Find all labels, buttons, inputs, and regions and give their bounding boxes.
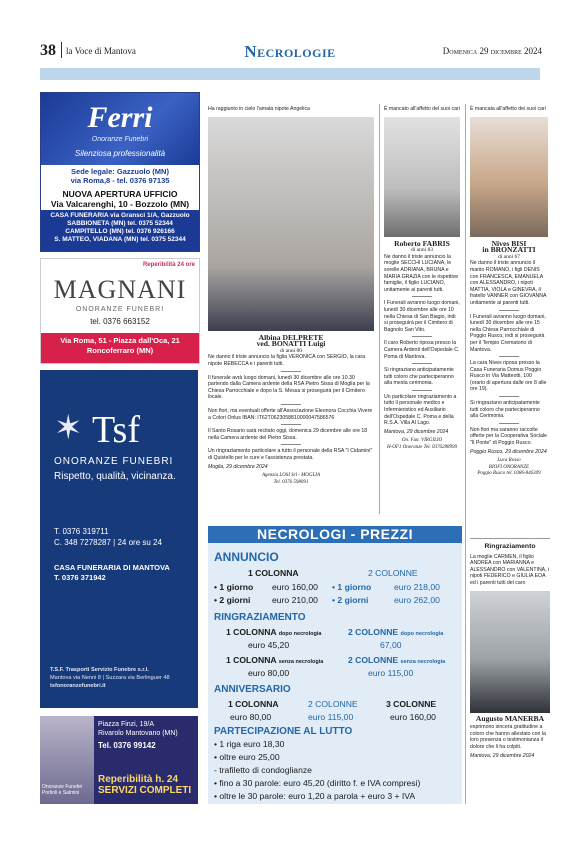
obit-photo [470, 591, 550, 713]
ring-col-label: 2 COLONNE [348, 627, 399, 637]
ring-col-label: 2 COLONNE [348, 655, 399, 665]
magnani-address [41, 333, 199, 363]
separator [499, 310, 519, 311]
separator [281, 404, 301, 405]
salmini-address-line: Piazza Finzi, 19/A [98, 721, 155, 728]
ring-1col-dopo-label [226, 627, 321, 637]
obit-fabris [384, 106, 460, 451]
obit-place-date: Mantova, 29 dicembre 2024 [384, 428, 449, 435]
obit-place-date: Poggio Rusco, 29 dicembre 2024 [470, 448, 547, 455]
obit-intro: È mancato all'affetto dei suoi cari [384, 106, 460, 112]
annuncio-col1-label: 1 COLONNA [248, 568, 299, 578]
obit-name: Augusto MANERBA [475, 713, 545, 723]
prices-title: NECROLOGI - PREZZI [208, 526, 462, 543]
obit-paragraph: Non fiori, ma eventuali offerte all'Associazione Eleonora Cocchia Vivere a Colori Onlus IBAN: IT62T0623058810000047586576 [208, 407, 373, 421]
tsf-footer-line: T.S.F. Trasporti Servizio Funebre s.r.l. [50, 667, 149, 673]
obit-paragraph: Il caro Roberto riposa presso la Camera Ardenti dell'Ospedale C. Poma di Mantova. [384, 340, 460, 360]
obit-paragraph: esprimono sincera gratitudine a coloro che hanno allestato con la loro presenza o testimonianza il dolore che li ha colpiti. [470, 724, 546, 750]
ad-salmini [40, 716, 198, 804]
obit-name: Albina DELPRETE [258, 332, 324, 342]
separator [499, 396, 519, 397]
separator [412, 390, 432, 391]
anniv-col1-label: 1 COLONNA [228, 699, 279, 709]
annuncio-heading: ANNUNCIO [214, 550, 279, 564]
anniversario-heading: ANNIVERSARIO [214, 684, 291, 695]
obit-name-married: in BRONZATTI [482, 245, 536, 255]
ring-1col-dopo-price: euro 45,20 [248, 640, 290, 650]
obit-place-date: Moglia, 29 dicembre 2024 [208, 463, 268, 470]
annuncio-1col-1g-price: euro 160,00 [272, 582, 318, 592]
ferri-nuova-line: NUOVA APERTURA UFFICIO [62, 189, 178, 199]
obit-paragraph: Un particolare ringraziamento a tutto il personale medico e Infermieristico ed Ausiliario dell'Ospedale C. Poma e della R.S.A. Villa Al Lago. [384, 393, 457, 427]
obit-bisi [470, 106, 548, 478]
obit-paragraph: Si ringraziano anticipatamente tutti coloro che parteciperanno alla mesta cerimonia. [384, 367, 454, 387]
separator [281, 424, 301, 425]
obit-place-date: Mantova, 29 dicembre 2024 [470, 752, 535, 759]
section-divider [470, 538, 550, 539]
separator [412, 363, 432, 364]
ferri-nuova-line: Via Valcarenghi, 10 - Bozzolo (MN) [50, 199, 190, 209]
salmini-name [42, 784, 82, 796]
ring-2col-senza-price: euro 115,00 [368, 668, 414, 678]
ring-2col-dopo-price: 67,00 [380, 640, 402, 650]
ring-1col-senza-price: euro 80,00 [248, 668, 290, 678]
tsf-slogan: Rispetto, qualità, vicinanza. [54, 471, 176, 482]
obit-photo [470, 117, 548, 237]
separator [281, 444, 301, 445]
salmini-name-line: Onoranze Funebri [42, 784, 83, 790]
ring-senza-label: senza necrologia [400, 659, 446, 665]
annuncio-1col-2g-price: euro 210,00 [272, 595, 318, 605]
partecipazione-heading: PARTECIPAZIONE AL LUTTO [214, 726, 353, 737]
obit-paragraph: I Funerali avranno luogo domani, lunedì 30 dicembre alle ore 15 nella Chiesa Parrocchiale di Poggio Rusco, indi si proseguirà per il Tempio Crematorio di Mantova. [470, 313, 546, 353]
partecipazione-line: • 1 riga euro 18,30 [214, 739, 285, 749]
ring-2col-senza-label [348, 655, 445, 665]
obit-paragraph: Il funerale avrà luogo domani, lunedì 30 dicembre alle ore 10.30 partendo dalla Camera ardente della RSA Pietro Sissa di Moglia per la Chiesa Parrocchiale e dopo la S. Messa si proseguirà per il Cimitero locale. [208, 374, 370, 401]
ferri-nuova [41, 189, 199, 209]
page-number: 38 [40, 42, 56, 59]
obit-age: di anni 83 [411, 247, 433, 254]
column-divider [379, 104, 380, 514]
ringraziamento-heading: Ringraziamento [484, 543, 536, 550]
ferri-casa-line: SABBIONETA (MN) tel. 0375 52344 [67, 220, 173, 227]
magnani-address-line: Via Roma, 51 - Piazza dall'Oca, 21 [60, 336, 180, 345]
ring-1col-senza-label [226, 655, 323, 665]
magnani-address-line: Roncoferraro (MN) [86, 346, 154, 355]
obit-paragraph: La moglie CARMEN, il figlio ANDREA con MARIANNA e ALESSANDRO con VALENTINA, i nipoti FEDERICO e GIULIA EOA ed i parenti tutti del caro [470, 553, 550, 586]
partecipazione-line: - trafiletto di condoglianze [214, 765, 312, 775]
publication-name: la Voce di Mantova [66, 46, 136, 56]
anniv-col1-price: euro 80,00 [230, 712, 272, 722]
separator [499, 423, 519, 424]
obit-paragraph: Ne danno il triste annuncio il marito ROMANO, i figli DENIS con FRANCESCA, EMANUELA con ALESSANDRO, i nipoti MATTIA, VIOLA e GINEVRA, il fratello VANNER con GIOVANNA unitamente ai parenti tutti. [470, 260, 547, 306]
obit-agency: BIOFI ONORANZE [488, 464, 530, 470]
partecipazione-line: • fino a 30 parole: euro 45,20 (diritto f. e IVA compresi) [214, 778, 421, 788]
anniv-col2-label: 2 COLONNE [308, 699, 358, 709]
ferri-sede [41, 167, 199, 185]
salmini-tel: Tel. 0376 99142 [98, 741, 156, 750]
separator [412, 336, 432, 337]
magnani-logo: MAGNANI [53, 275, 187, 304]
header-band [40, 68, 540, 80]
annuncio-2col-1g-price: euro 218,00 [394, 582, 440, 592]
ferri-casa-line: CAMPITELLO (MN) tel. 0376 926166 [65, 228, 175, 235]
obit-paragraph: Il Santo Rosario sarà recitato oggi, domenica 29 dicembre alle ore 18 nella Camera ardente del Pietro Sissa. [208, 428, 368, 441]
annuncio-2-giorni: • 2 giorni [214, 595, 251, 605]
obit-agency-tel: H-OF1 Onoranze Tel. 0376288999 [386, 444, 458, 450]
obit-name-married: ved. BONATTI Luigi [256, 339, 326, 349]
ferri-casa-line: S. MATTEO, VIADANA (MN) tel. 0375 52344 [54, 236, 186, 243]
obit-name: Nives BISI [491, 238, 527, 248]
magnani-subtitle: ONORANZE FUNEBRI [75, 306, 165, 313]
tsf-footer-line: tsfonoranzefunebri.it [50, 683, 106, 689]
ferri-sede-line: Sede legale: Gazzuolo (MN) [71, 167, 169, 176]
separator [499, 356, 519, 357]
obit-delprete [208, 106, 374, 486]
salmini-rep: Reperibilità h. 24 [98, 774, 179, 785]
section-title: Necrologie [244, 42, 336, 61]
obit-age: di anni 67 [498, 253, 520, 260]
ferri-sede-line: via Roma,8 - tel. 0376 97135 [70, 176, 170, 185]
ferri-subtitle: Onoranze Funebri [91, 136, 149, 143]
anniv-col2-price: euro 115,00 [308, 712, 354, 722]
obit-intro: Ha raggiunto in cielo l'amata nipote Angelica [208, 106, 310, 112]
ring-col-label: 1 COLONNA [226, 655, 277, 665]
tsf-phone-line: C. 348 7278287 | 24 ore su 24 [54, 538, 162, 547]
separator [281, 371, 301, 372]
obit-age: di anni 80 [280, 347, 302, 354]
tsf-star-icon: ✶ [54, 409, 83, 447]
tsf-phones [54, 526, 162, 548]
obit-agency: Agenzia LOSI Srl - MOGLIA [261, 473, 321, 479]
ad-ferri [40, 92, 200, 252]
obit-intro: È mancata all'affetto dei suoi cari [470, 106, 546, 112]
obit-name: Roberto FABRIS [394, 238, 450, 248]
obit-agency-tel: Poggio Rusco tel. 0386-846309 [477, 471, 541, 477]
annuncio-2col-2g-price: euro 262,00 [394, 595, 440, 605]
ad-tsf [40, 370, 198, 708]
annuncio-1-giorno: • 1 giorno [214, 582, 254, 592]
ring-col-label: 1 COLONNA [226, 627, 277, 637]
ring-dopo-label: dopo necrologia [400, 631, 444, 637]
salmini-services [98, 774, 191, 796]
ferri-logo: Ferri [87, 101, 153, 134]
obit-agency-tel: Tel. 0376 598091 [273, 479, 309, 485]
partecipazione-line: • oltre le 30 parole: euro 1,20 a parola + euro 3 + IVA [214, 791, 416, 801]
salmini-serv: SERVIZI COMPLETI [98, 785, 192, 796]
tsf-casa-line: T. 0376 371942 [54, 573, 106, 582]
magnani-reperibilita: Reperibilità 24 ore [142, 262, 195, 268]
anniv-col3-price: euro 160,00 [390, 712, 436, 722]
tsf-casa [54, 563, 170, 583]
tsf-casa-line: CASA FUNERARIA DI MANTOVA [54, 563, 170, 572]
tsf-footer [50, 666, 170, 690]
obit-agency: On. Fun. VIRGILIO [401, 438, 443, 444]
partecipazione-line: • oltre euro 25,00 [214, 752, 280, 762]
salmini-address [98, 720, 178, 750]
tsf-logo: Tsf [92, 409, 141, 451]
separator [412, 296, 432, 297]
salmini-address-line: Rivarolo Mantovano (MN) [98, 730, 178, 737]
ferri-casa-line: CASA FUNERARIA via Gransci 1/A, Gazzuolo [50, 212, 190, 219]
prices-box [208, 526, 462, 804]
ring-senza-label: senza necrologia [278, 659, 324, 665]
obit-paragraph: Non fiori ma saranno raccolte offerte per la Cooperativa Sociale "Il Ponte" di Poggio Rusco. [470, 426, 547, 447]
obit-paragraph: Ne danno il triste annuncio la figlia VERONICA con SERGIO, la cara nipote REBECCA e i parenti tutti. [208, 354, 366, 367]
issue-date: Domenica 29 dicembre 2024 [442, 46, 542, 56]
obit-paragraph: Si ringraziano anticipatamente tutti coloro che parteciperanno alla Cerimonia. [470, 400, 540, 420]
obit-photo [208, 117, 374, 331]
ferri-casa [41, 210, 199, 252]
ad-magnani [40, 258, 200, 364]
annuncio-2col-1-giorno: • 1 giorno [332, 582, 372, 592]
ring-2col-dopo-label [348, 627, 443, 637]
tsf-phone-line: T. 0376 319711 [54, 527, 109, 536]
salmini-name-line: Portioli e Salmini [42, 790, 80, 796]
ferri-tagline: Silenziosa professionalità [74, 149, 166, 158]
ring-dopo-label: dopo necrologia [278, 631, 322, 637]
obit-paragraph: Un ringraziamento particolare a tutto il personale della RSA "I Cidamini" di Quistello per le cure e l'assistenza prestata. [208, 448, 373, 461]
annuncio-2col-2-giorni: • 2 giorni [332, 595, 369, 605]
column-divider [465, 104, 466, 804]
magnani-tel: tel. 0376 663152 [90, 317, 150, 326]
obit-agency: Luca Rosso [497, 458, 521, 464]
ringraziamento-heading: RINGRAZIAMENTO [214, 612, 306, 623]
obit-paragraph: Ne danno il triste annuncio la moglie SECCHI LUCIANA, le sorelle ADRIANA, BRUNA e MARIA GRAZIA con le rispettive famiglie, il figlio LUCIANO, unitamente ai parenti tutti. [384, 253, 459, 293]
anniv-col3-label: 3 COLONNE [386, 699, 437, 709]
tsf-footer-line: Mantova via Nenni 8 | Suzzara via Berlinguer 48 [50, 675, 170, 681]
tsf-name: ONORANZE FUNEBRI [54, 456, 174, 467]
obit-photo [384, 117, 460, 237]
obit-paragraph: La cara Nives riposa presso la Casa Funeraria Domus Poggio Rusco in Via Matteotti, 100 (orario di apertura dalle ore 8 alle ore 19). [470, 360, 547, 393]
obit-paragraph: I Funerali avranno luogo domani, lunedì 30 dicembre alle ore 10 nella Chiesa di San Biagio, indi si proseguirà per il Cimitero di Bagnolo San Vito. [384, 300, 460, 333]
annuncio-col2-label: 2 COLONNE [368, 568, 418, 578]
obit-manerba [470, 544, 550, 759]
